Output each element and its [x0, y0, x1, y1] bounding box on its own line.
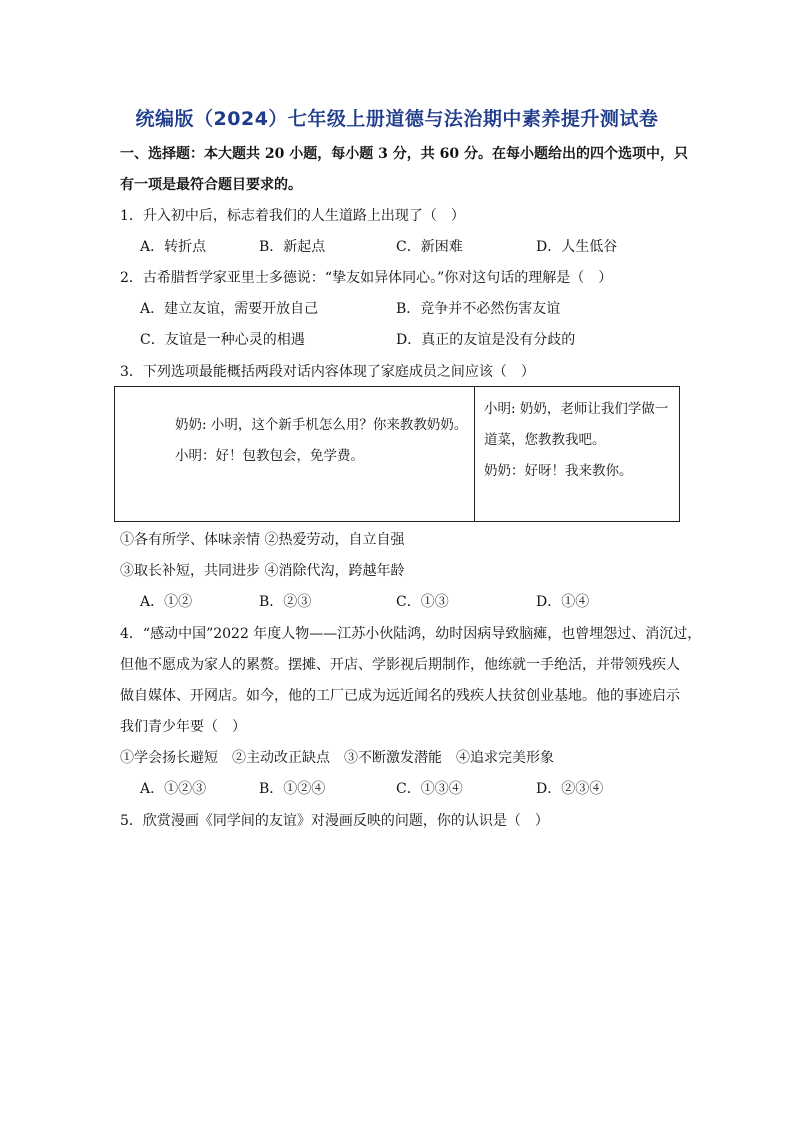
- question-4-statements: ①学会扬长避短 ②主动改正缺点 ③不断激发潜能 ④追求完美形象: [120, 750, 554, 766]
- question-3-option-a[interactable]: A．①②: [140, 594, 193, 610]
- question-3-statements-line-1: ①各有所学、体味亲情 ②热爱劳动，自立自强: [120, 532, 405, 548]
- dialog-left-line-2: 小明：好！包教包会，免学费。: [175, 448, 364, 464]
- section-instruction-line-1: 一、选择题：本大题共 20 小题，每小题 3 分，共 60 分。在每小题给出的四个选项中，只: [120, 146, 688, 162]
- question-4-option-c[interactable]: C．①③④: [396, 781, 463, 797]
- question-4-stem-line-1: 4．“感动中国”2022 年度人物——江苏小伙陆鸿，幼时因病导致脑瘫，也曾埋怨过、消沉过，: [120, 626, 702, 642]
- question-3-option-b[interactable]: B．②③: [259, 594, 312, 610]
- question-2-stem: 2．古希腊哲学家亚里士多德说：“挚友如异体同心。”你对这句话的理解是（ ）: [120, 270, 613, 286]
- question-4-option-a[interactable]: A．①②③: [140, 781, 207, 797]
- question-1-option-c[interactable]: C．新困难: [396, 239, 463, 255]
- question-3-option-c[interactable]: C．①③: [396, 594, 449, 610]
- question-4-stem-line-2: 但他不愿成为家人的累赘。摆摊、开店、学影视后期制作，他练就一手绝活，并带领残疾人: [120, 657, 680, 673]
- question-2-option-c[interactable]: C．友谊是一种心灵的相遇: [140, 332, 305, 348]
- question-3-stem: 3．下列选项最能概括两段对话内容体现了家庭成员之间应该（ ）: [120, 364, 535, 380]
- dialog-left-line-1: 奶奶: 小明，这个新手机怎么用？你来教教奶奶。: [175, 417, 468, 433]
- question-1-option-a[interactable]: A．转折点: [140, 239, 207, 255]
- dialog-right-line-3: 奶奶：好呀！我来教你。: [484, 463, 633, 479]
- section-instruction-line-2: 有一项是最符合题目要求的。: [120, 177, 302, 193]
- question-1-option-b[interactable]: B．新起点: [259, 239, 326, 255]
- question-5-stem: 5．欣赏漫画《同学间的友谊》对漫画反映的问题，你的认识是（ ）: [120, 813, 549, 829]
- question-4-stem-line-3: 做自媒体、开网店。如今，他的工厂已成为远近闻名的残疾人扶贫创业基地。他的事迹启示: [120, 688, 680, 704]
- question-1-option-d[interactable]: D．人生低谷: [536, 239, 618, 255]
- question-4-option-d[interactable]: D．②③④: [536, 781, 604, 797]
- dialog-table-divider: [474, 386, 475, 522]
- question-2-option-d[interactable]: D．真正的友谊是没有分歧的: [396, 332, 576, 348]
- question-4-option-b[interactable]: B．①②④: [259, 781, 326, 797]
- dialog-right-line-2: 道菜，您教教我吧。: [484, 432, 606, 448]
- question-3-option-d[interactable]: D．①④: [536, 594, 590, 610]
- page-title: 统编版（2024）七年级上册道德与法治期中素养提升测试卷: [135, 108, 659, 130]
- dialog-right-line-1: 小明: 奶奶，老师让我们学做一: [484, 401, 669, 417]
- question-2-option-a[interactable]: A．建立友谊，需要开放自己: [140, 301, 319, 317]
- question-2-option-b[interactable]: B．竞争并不必然伤害友谊: [396, 301, 561, 317]
- question-1-stem: 1．升入初中后，标志着我们的人生道路上出现了（ ）: [120, 208, 465, 224]
- question-4-stem-line-4: 我们青少年要（ ）: [120, 719, 246, 735]
- question-3-statements-line-2: ③取长补短，共同进步 ④消除代沟，跨越年龄: [120, 563, 405, 579]
